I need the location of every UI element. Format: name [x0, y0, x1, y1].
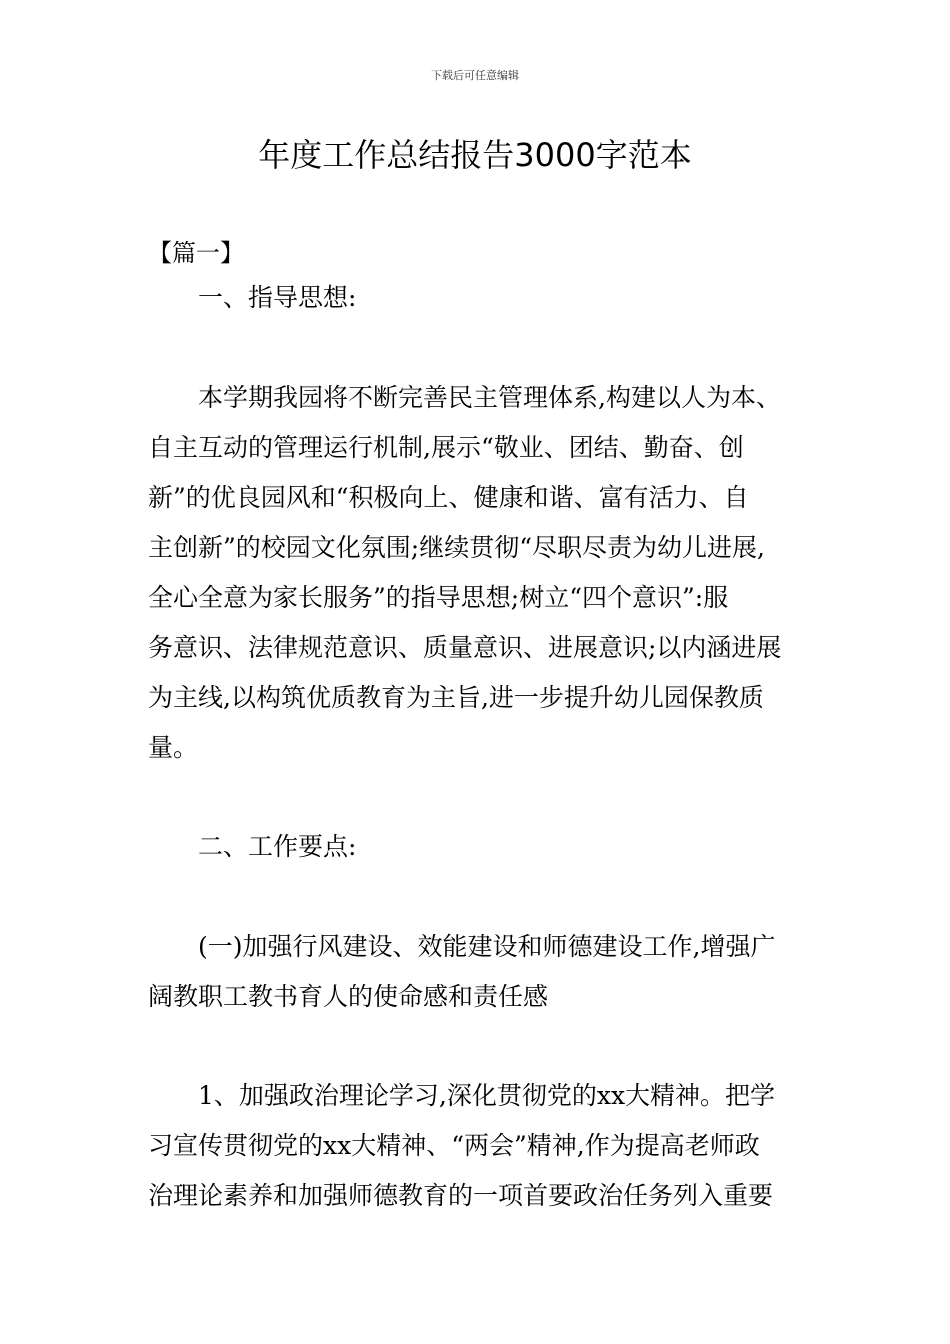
document-title: 年度工作总结报告3000字范本 [258, 136, 692, 174]
section-tag: 【篇一】 [148, 239, 244, 267]
paragraph-line: 新”的优良园风和“积极向上、健康和谐、富有活力、自 [148, 483, 749, 512]
paragraph-line: 1、加强政治理论学习,深化贯彻党的xx大精神。把学 [198, 1081, 776, 1110]
paragraph-line: 本学期我园将不断完善民主管理体系,构建以人为本、 [198, 383, 781, 412]
paragraph-line: 阔教职工教书育人的使命感和责任感 [148, 982, 549, 1011]
heading-guiding-thought: 一、指导思想: [198, 283, 357, 312]
paragraph-line: (一)加强行风建设、效能建设和师德建设工作,增强广 [198, 932, 776, 961]
heading-work-points: 二、工作要点: [198, 832, 357, 861]
header-note: 下载后可任意编辑 [431, 69, 519, 82]
paragraph-line: 全心全意为家长服务”的指导思想;树立“四个意识”:服 [148, 583, 729, 612]
paragraph-line: 治理论素养和加强师德教育的一项首要政治任务列入重要 [148, 1181, 774, 1210]
paragraph-line: 为主线,以构筑优质教育为主旨,进一步提升幼儿园保教质 [148, 683, 764, 712]
paragraph-line: 自主互动的管理运行机制,展示“敬业、团结、勤奋、创 [148, 433, 744, 462]
paragraph-line: 习宣传贯彻党的xx大精神、“两会”精神,作为提高老师政 [148, 1131, 760, 1160]
paragraph-line: 务意识、法律规范意识、质量意识、进展意识;以内涵进展 [148, 633, 782, 662]
paragraph-line: 主创新”的校园文化氛围;继续贯彻“尽职尽责为幼儿进展, [148, 533, 765, 562]
paragraph-line: 量。 [148, 733, 199, 762]
